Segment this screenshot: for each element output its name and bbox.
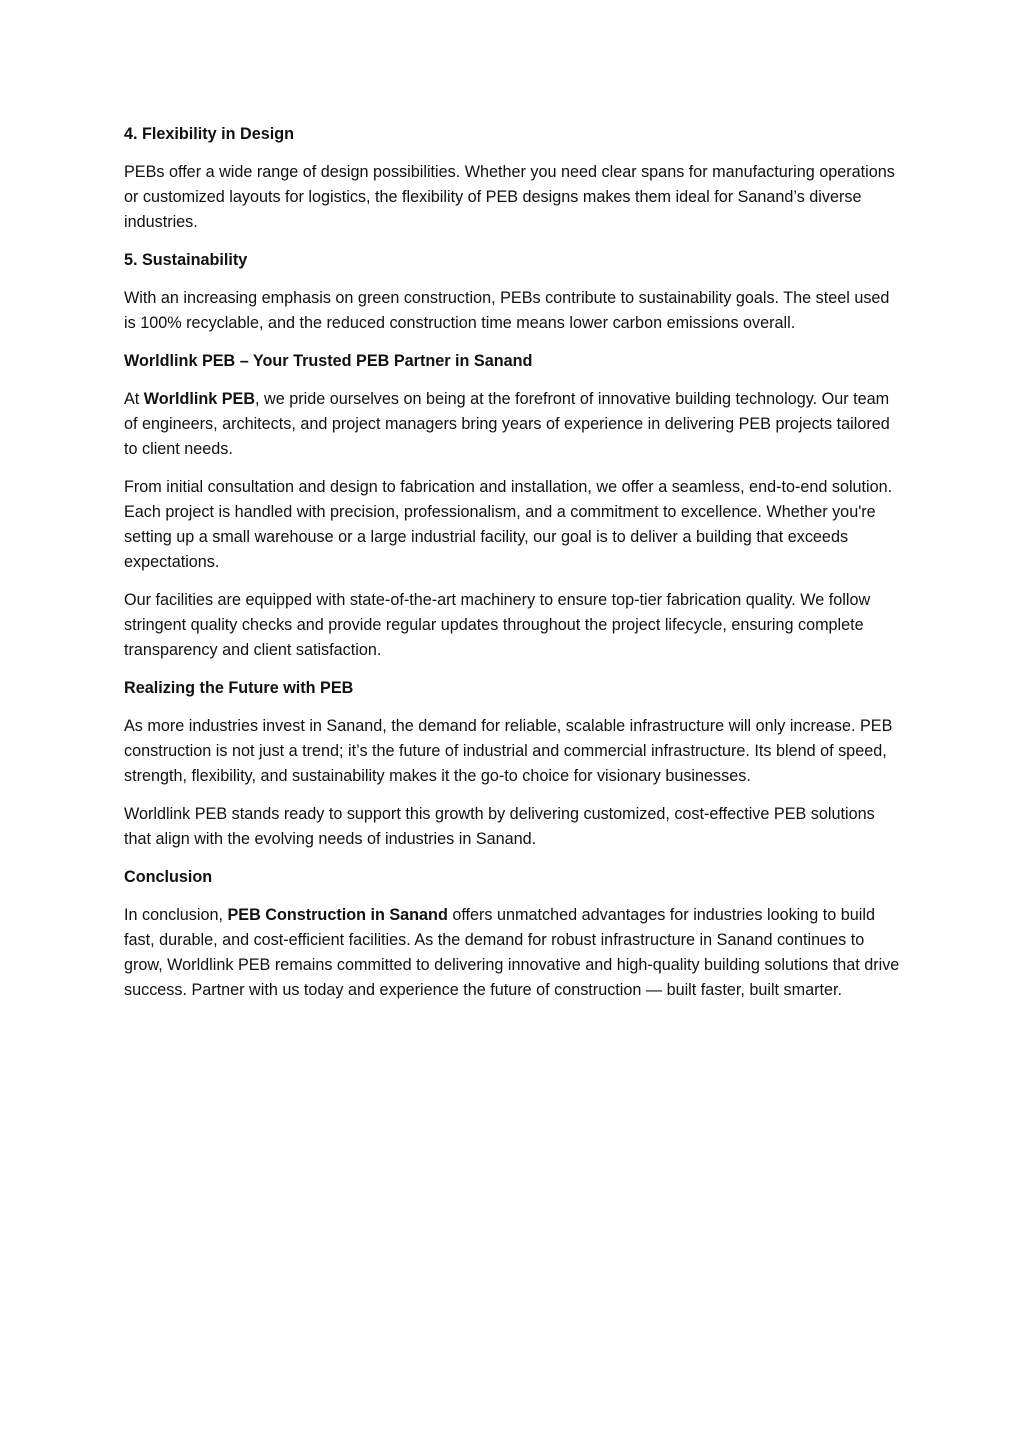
partner-paragraph-3: Our facilities are equipped with state-of-the-art machinery to ensure top-tier fabrication quality. We follow stringent quality checks and provide regular updates throughout the project lifecycle, ensuring complete transparency and client satisfaction.	[124, 591, 871, 659]
future-heading: Realizing the Future with PEB	[124, 679, 354, 697]
partner-p1-rest: , we pride ourselves on being at the forefront of innovative building technology. Our team of engineers, architects, and project managers bring years of experience in delivering PEB projects tailored to client needs.	[124, 390, 890, 458]
document-page	[124, 122, 904, 1016]
future-paragraph-2: Worldlink PEB stands ready to support this growth by delivering customized, cost-effective PEB solutions that align with the evolving needs of industries in Sanand.	[124, 805, 875, 848]
partner-p1-prefix: At	[124, 390, 144, 408]
partner-heading: Worldlink PEB – Your Trusted PEB Partner in Sanand	[124, 352, 533, 370]
conclusion-paragraph	[124, 903, 904, 1003]
flexibility-heading: 4. Flexibility in Design	[124, 125, 295, 143]
flexibility-paragraph: PEBs offer a wide range of design possibilities. Whether you need clear spans for manufacturing operations or customized layouts for logistics, the flexibility of PEB designs makes them ideal for Sanand’s diverse industries.	[124, 163, 895, 231]
sustainability-paragraph: With an increasing emphasis on green construction, PEBs contribute to sustainability goals. The steel used is 100% recyclable, and the reduced construction time means lower carbon emissions overall.	[124, 289, 890, 332]
conclusion-rest: offers unmatched advantages for industries looking to build fast, durable, and cost-efficient facilities. As the demand for robust infrastructure in Sanand continues to grow, Worldlink PEB remains committed to delivering innovative and high-quality building solutions that drive success. Partner with us today and experience the future of construction — built faster, built smarter.	[124, 906, 900, 999]
partner-paragraph-2: From initial consultation and design to fabrication and installation, we offer a seamless, end-to-end solution. Each project is handled with precision, professionalism, and a commitment to excellence. Whether you're setting up a small warehouse or a large industrial facility, our goal is to deliver a building that exceeds expectations.	[124, 478, 893, 571]
partner-paragraph-1	[124, 387, 904, 462]
sustainability-heading: 5. Sustainability	[124, 251, 248, 269]
future-paragraph-1: As more industries invest in Sanand, the demand for reliable, scalable infrastructure will only increase. PEB construction is not just a trend; it’s the future of industrial and commercial infrastructure. Its blend of speed, strength, flexibility, and sustainability makes it the go-to choice for visionary businesses.	[124, 717, 893, 785]
conclusion-prefix: In conclusion,	[124, 906, 228, 924]
conclusion-heading: Conclusion	[124, 868, 213, 886]
conclusion-bold-phrase: PEB Construction in Sanand	[227, 906, 448, 924]
company-name-bold: Worldlink PEB	[143, 390, 256, 408]
